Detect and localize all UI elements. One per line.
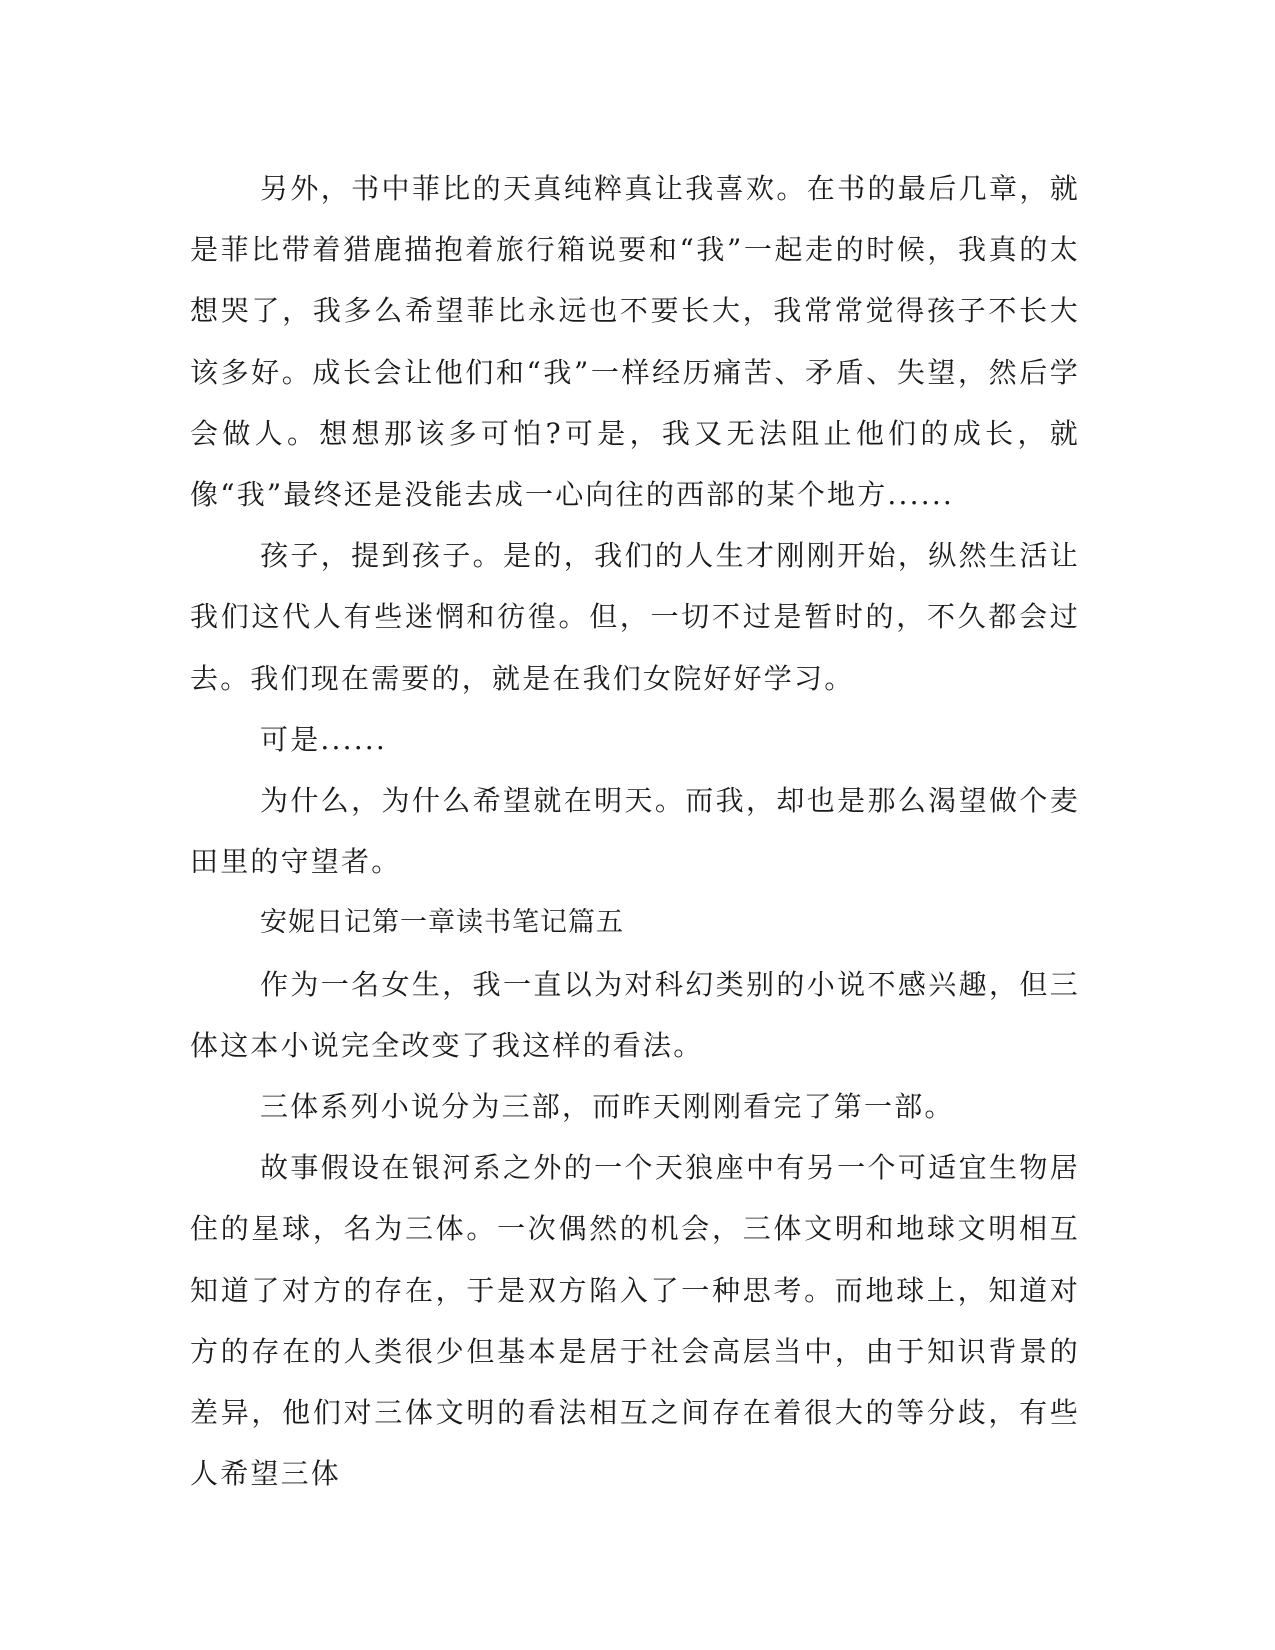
paragraph-however: 可是...... (260, 722, 388, 756)
paragraph-scifi-intro: 作为一名女生，我一直以为对科幻类别的小说不感兴趣，但三体这本小说完全改变了我这样的看法。 (190, 967, 1080, 1062)
paragraph-children: 孩子，提到孩子。是的，我们的人生才刚刚开始，纵然生活让我们这代人有些迷惘和彷徨。但，一切不过是暂时的，不久都会过去。我们现在需要的，就是在我们女院好好学习。 (190, 539, 1080, 695)
paragraph-story-premise: 故事假设在银河系之外的一个天狼座中有另一个可适宜生物居住的星球，名为三体。一次偶然的机会，三体文明和地球文明相互知道了对方的存在，于是双方陷入了一种思考。而地球上，知道对方的存在的人类很少但基本是居于社会高层当中，由于知识背景的差异，他们对三体文明的看法相互之间存在着很大的等分歧，有些人希望三体 (190, 1151, 1080, 1491)
paragraph-phoebe: 另外，书中菲比的天真纯粹真让我喜欢。在书的最后几章，就是菲比带着猎鹿描抱着旅行箱说要和“我”一起走的时候，我真的太想哭了，我多么希望菲比永远也不要长大，我常常觉得孩子不长大该多好。成长会让他们和“我”一样经历痛苦、矛盾、失望，然后学会做人。想想那该多可怕?可是，我又无法阻止他们的成长，就像“我”最终还是没能去成一心向往的西部的某个地方...... (190, 172, 1080, 512)
paragraph-three-body-series: 三体系列小说分为三部，而昨天刚刚看完了第一部。 (260, 1090, 955, 1124)
section-heading: 安妮日记第一章读书笔记篇五 (260, 907, 624, 939)
document-body (190, 158, 1080, 1504)
paragraph-catcher: 为什么，为什么希望就在明天。而我，却也是那么渴望做个麦田里的守望者。 (190, 784, 1080, 879)
